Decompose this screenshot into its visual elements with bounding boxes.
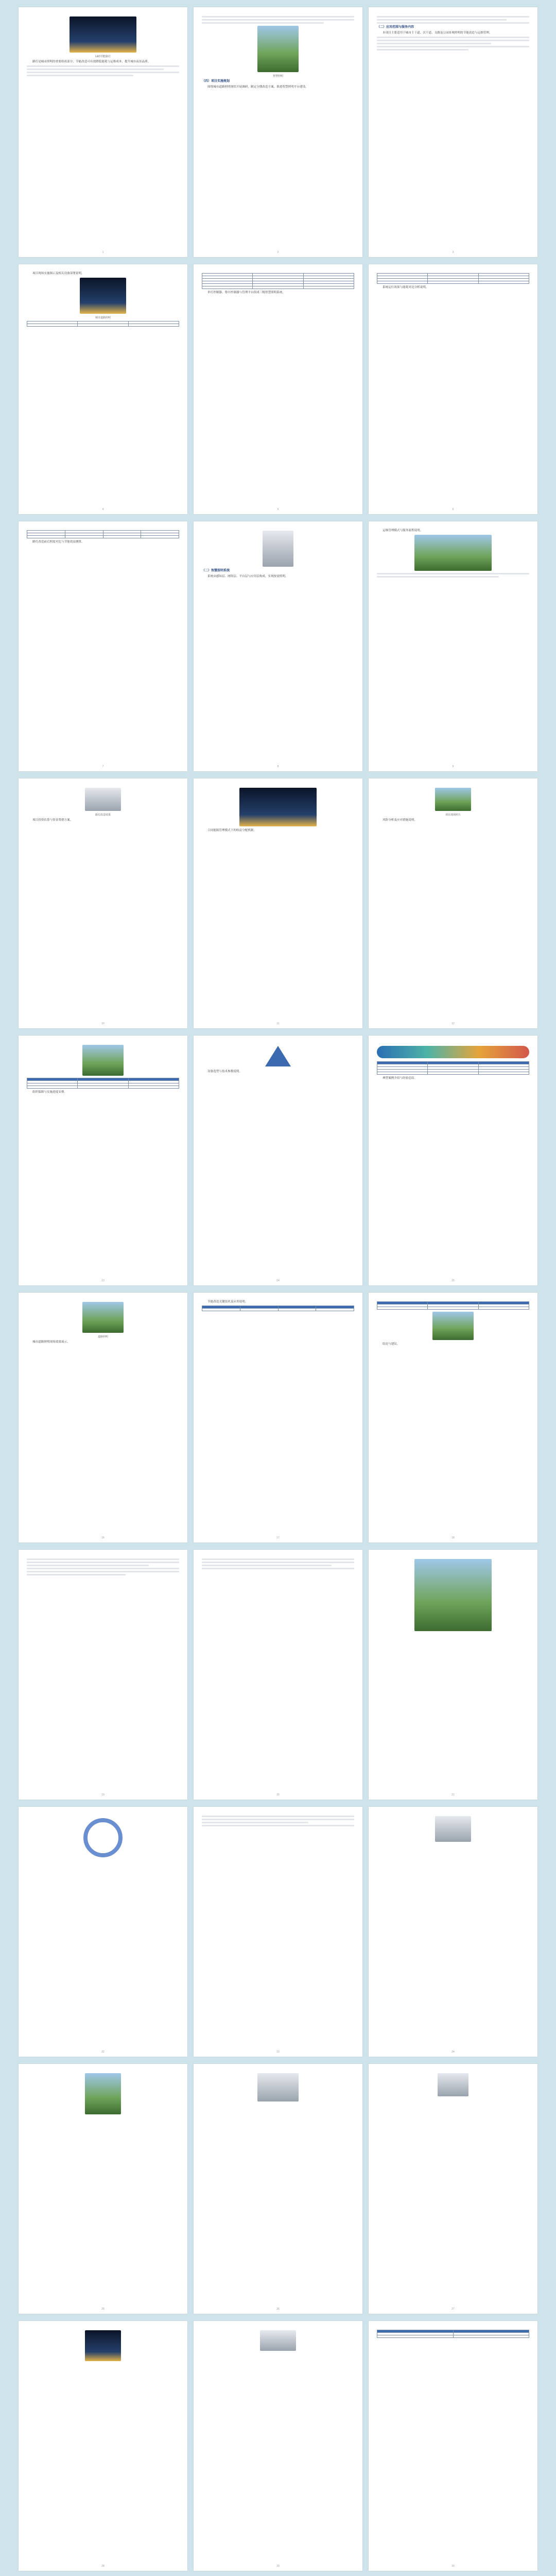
page-15: 典型案例介绍与经验总结。 15 (369, 1036, 537, 1285)
info-table (27, 530, 179, 538)
info-table (202, 273, 354, 289)
page-body: 系统由感知层、网络层、平台层与应用层构成，实现按需照明。 (207, 575, 288, 578)
page-22: 22 (19, 1807, 187, 2057)
page-image (239, 788, 317, 826)
page-14: 设备选型与技术参数说明。 14 (194, 1036, 362, 1285)
page-12: 项目现场照片 风险分析及应对措施说明。 12 (369, 778, 537, 1028)
page-28: 28 (19, 2321, 187, 2571)
page-8: （二）智慧照明系统 系统由感知层、网络层、平台层与应用层构成，实现按需照明。 8 (194, 521, 362, 771)
page-6: 系统运行效果与能耗对比分析说明。 6 (369, 264, 537, 514)
section-heading: （二）应用范围与服务内容 (377, 26, 414, 29)
info-table (377, 273, 529, 284)
page-image (432, 1312, 474, 1340)
page-caption: 智慧照明 (272, 75, 283, 78)
page-body: 典型案例介绍与经验总结。 (383, 1077, 418, 1080)
page-body: 节能改造关键技术及应用说明。 (207, 1300, 248, 1303)
page-17: 节能改造关键技术及应用说明。 17 (194, 1293, 362, 1543)
page-image (85, 788, 121, 811)
page-25: 25 (19, 2064, 187, 2314)
page-5: 单灯控制器、集中控制器与管理平台组成三级智慧照明系统。 5 (194, 264, 362, 514)
page-image (80, 278, 126, 314)
page-11: 合同能源管理模式下的收益分配机制。 11 (194, 778, 362, 1028)
page-body: 结论与建议。 (383, 1343, 400, 1346)
page-body: 路灯改造前后照度对比与节能效益测算。 (32, 540, 84, 544)
page-24: 24 (369, 1807, 537, 2057)
page-image (82, 1045, 124, 1076)
page-19: 19 (19, 1550, 187, 1800)
triangle-diagram (265, 1046, 291, 1066)
page-body: 围绕城市道路照明现状开展调研，制定分期改造方案，推进智慧照明平台建设。 (207, 86, 308, 89)
page-caption: 项目现场照片 (445, 814, 461, 817)
ring-diagram (83, 1818, 123, 1857)
info-table (202, 1306, 354, 1311)
page-body: 组织保障与实施进度安排。 (32, 1091, 67, 1094)
page-body: 合同能源管理模式下的收益分配机制。 (207, 829, 257, 832)
page-body: 设备选型与技术参数说明。 (207, 1070, 242, 1073)
page-body: 路灯是城市照明的重要组成部分，节能改造可有效降低能耗与运维成本，提升城市夜景品质。 (32, 60, 151, 63)
page-2: 智慧照明 （四）项目实施规划 围绕城市道路照明现状开展调研，制定分期改造方案，推进智慧照明平台建设。 2 (194, 7, 362, 257)
page-caption: 路灯改造效果 (95, 814, 111, 817)
page-29: 29 (194, 2321, 362, 2571)
page-7: 路灯改造前后照度对比与节能效益测算。 7 (19, 521, 187, 771)
page-image (257, 26, 299, 72)
page-16: 道路照明 城市道路照明现场效果展示。 16 (19, 1293, 187, 1543)
page-18: 结论与建议。 18 (369, 1293, 537, 1543)
page-20: 20 (194, 1550, 362, 1800)
process-diagram (377, 1046, 529, 1058)
page-image (263, 531, 293, 567)
page-image (82, 1302, 124, 1333)
page-body: 城市道路照明现场效果展示。 (32, 1341, 70, 1344)
page-body: 项目投资估算与资金筹措方案。 (32, 819, 73, 822)
page-body: 系统运行效果与能耗对比分析说明。 (383, 286, 429, 289)
page-image (70, 16, 136, 53)
info-table (377, 1301, 529, 1310)
page-23: 23 (194, 1807, 362, 2057)
page-caption: 城市道路照明 (95, 316, 111, 320)
info-table (377, 1061, 529, 1075)
page-13: 组织保障与实施进度安排。 13 (19, 1036, 187, 1285)
info-table (27, 321, 179, 327)
page-4: 项目现场实施图示及相关设备部署说明。 城市道路照明 4 (19, 264, 187, 514)
page-caption: LED节能路灯 (95, 55, 111, 58)
page-image (414, 535, 492, 571)
page-9: 运维管理模式与服务流程说明。 9 (369, 521, 537, 771)
page-caption: 道路照明 (97, 1335, 108, 1338)
page-10: 路灯改造效果 项目投资估算与资金筹措方案。 10 (19, 778, 187, 1028)
page-body: 单灯控制器、集中控制器与管理平台组成三级智慧照明系统。 (207, 291, 286, 294)
page-27: 27 (369, 2064, 537, 2314)
section-heading: （二）智慧照明系统 (202, 569, 230, 572)
page-1: LED节能路灯 路灯是城市照明的重要组成部分，节能改造可有效降低能耗与运维成本，提升城市夜景品质。 1 (19, 7, 187, 257)
page-body: 本项目主要适用于城市主干道、次干道、支路及公园景观照明的节能改造与运维管理。 (383, 31, 492, 35)
page-body: 运维管理模式与服务流程说明。 (383, 529, 423, 532)
page-21: 21 (369, 1550, 537, 1800)
section-heading: （四）项目实施规划 (202, 80, 230, 83)
page-30: 30 (369, 2321, 537, 2571)
page-body: 项目现场实施图示及相关设备部署说明。 (32, 272, 84, 275)
info-table (27, 1078, 179, 1089)
page-image (435, 788, 471, 811)
page-3: （二）应用范围与服务内容 本项目主要适用于城市主干道、次干道、支路及公园景观照明的节能改造与运维管理。 3 (369, 7, 537, 257)
page-body: 风险分析及应对措施说明。 (383, 819, 418, 822)
page-26: 26 (194, 2064, 362, 2314)
